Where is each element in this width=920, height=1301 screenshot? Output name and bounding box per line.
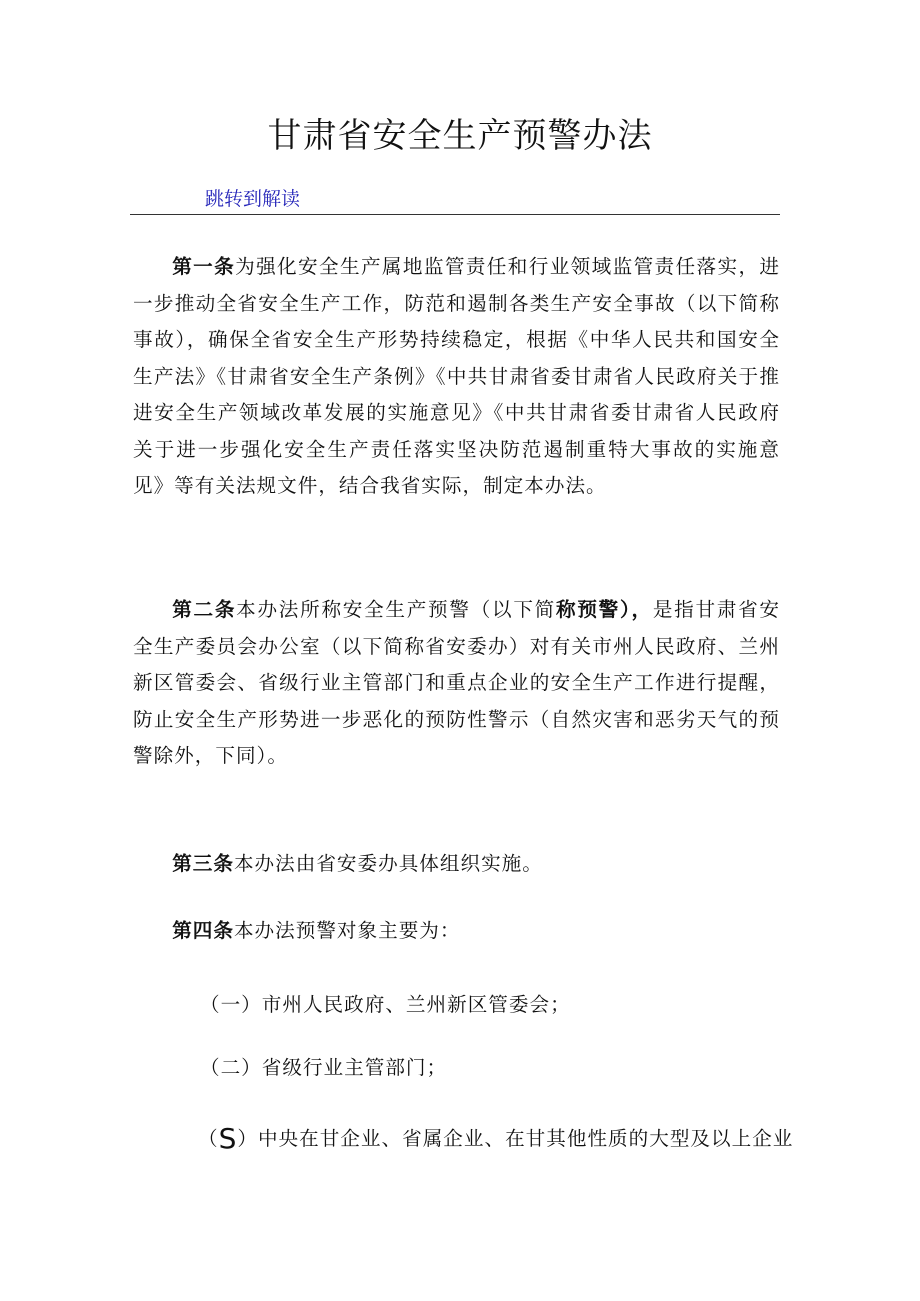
- list-item-number-open: （: [198, 1127, 219, 1150]
- article-3-text: 本办法由省安委办具体组织实施。: [233, 852, 543, 875]
- list-item-number: （一）: [200, 993, 262, 1016]
- article-1-text: 为强化安全生产属地监管责任和行业领域监管责任落实，进一步推动全省安全生产工作，防范和遏制各类生产安全事故（以下简称事故），确保全省安全生产形势持续稳定，根据《中华人民共和国安全生产法》《甘肃省安全生产条例》《中共甘肃省委甘肃省人民政府关于推进安全生产领域改革发展的实施意见》《中共甘肃省委甘肃省人民政府关于进一步强化安全生产责任落实坚决防范遏制重特大事故的实施意见》等有关法规文件，结合我省实际，制定本办法。: [133, 255, 781, 497]
- article-2-text-b: 是指甘肃省安全生产委员会办公室（以下简称省安委办）对有关市州人民政府、兰州新区管委会、省级行业主管部门和重点企业的安全生产工作进行提醒，防止安全生产形势进一步恶化的预防性警示（自然灾害和恶劣天气的预警除外，下同）。: [133, 598, 781, 767]
- title-divider: [130, 214, 780, 215]
- article-3: [133, 846, 780, 883]
- list-item-number-char: S: [218, 1122, 238, 1155]
- article-1-label: 第一条: [172, 255, 236, 278]
- article-2-text-a: 本办法所称安全生产预警（以下简: [236, 598, 556, 621]
- list-item: [200, 990, 780, 1020]
- article-1: [133, 249, 780, 505]
- list-item-text: 省级行业主管部门；: [261, 1056, 448, 1079]
- article-3-label: 第三条: [172, 852, 234, 875]
- article-2-text-bold: 称预警），: [556, 598, 653, 621]
- list-item-number: （二）: [200, 1056, 262, 1079]
- jump-to-interpretation-link[interactable]: 跳转到解读: [205, 188, 301, 210]
- article-4-label: 第四条: [172, 919, 234, 942]
- article-2-label: 第二条: [172, 598, 237, 621]
- article-4-text: 本办法预警对象主要为：: [233, 919, 461, 942]
- list-item-text: 市州人民政府、兰州新区管委会；: [261, 993, 571, 1016]
- list-item-text: 中央在甘企业、省属企业、在甘其他性质的大型及以上企业: [257, 1127, 794, 1150]
- article-2: [133, 592, 780, 775]
- list-item-number-close: ）: [237, 1127, 258, 1150]
- article-4: [133, 913, 780, 950]
- list-item: [200, 1053, 780, 1083]
- document-title: 甘肃省安全生产预警办法: [267, 116, 653, 156]
- list-item: [198, 1122, 794, 1155]
